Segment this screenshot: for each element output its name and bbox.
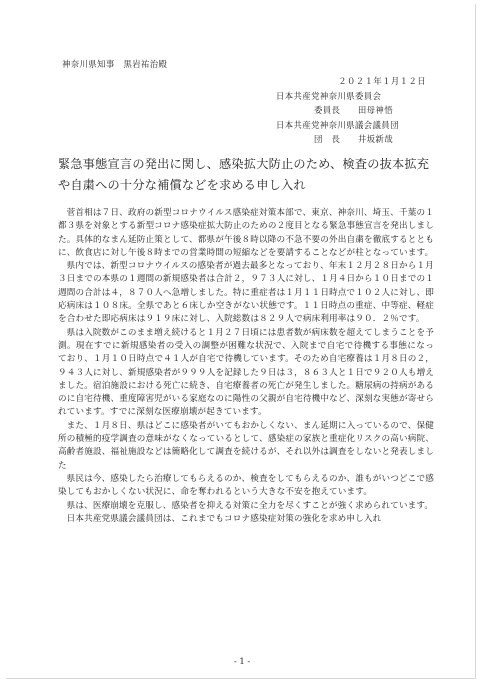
sender-organization: 日本共産党神奈川県委員会 xyxy=(276,90,382,101)
paragraph: 県は、医療崩壊を克服し、感染者を抑える対策に全力を尽くすことが強く求められています。 xyxy=(66,500,434,511)
document-body xyxy=(58,207,434,526)
sender-group: 日本共産党神奈川県議会議員団 xyxy=(276,119,399,130)
page-number: - 1 - xyxy=(233,656,251,666)
paragraph: 県民は今、感染したら治療してもらえるのか、検査をしてもらえるのか、誰もがいつどこで感染してもおかしくない状況に、命を奪われるという大きな不安を抱えています。 xyxy=(58,473,434,498)
paragraph: また、１月８日、県はどこに感染者がいてもおかしくない、まん延期に入っているので、保健所の積極的疫学調査の意味がなくなっているとして、感染症の家族と重症化リスクの高い病院、高齢者施設、福祉施設などは簡略化して調査を続けるが、それ以外は調査をしないと発表しました xyxy=(58,420,434,471)
date: ２０２１年１月１２日 xyxy=(338,76,426,86)
sender-leader: 団 長 井坂新哉 xyxy=(314,134,393,144)
paragraph: 県内では、新型コロナウイルスの感染者が過去最多となっており、年末１２月２８日から１月３日までの本県の１週間の新規感染者は合計２，９７３人に対し、１月４日から１０日までの１週間の合計は４，８７０人へ急増しました。特に重症者は１月１１日時点で１０２人に対し、即応病床は１０８床。全県であと６床しか空きがない状態です。１１日時点の重症、中等症、軽症を合わせた即応病床は９１９床に対し、入院総数は８２９人で病床利用率は９０．２％です。 xyxy=(58,261,434,325)
sender-block xyxy=(276,74,426,147)
addressee: 神奈川県知事 黒岩祐治殿 xyxy=(62,59,168,69)
paragraph: 菅首相は７日、政府の新型コロナウイルス感染症対策本部で、東京、神奈川、埼玉、千葉の１都３県を対象とする新型コロナ感染症拡大防止のための２度目となる緊急事態宣言を発出しました。具体的なまん延防止策として、都県が午後８時以降の不急不要の外出自粛を徹底するとともに、飲食店に対し午後８時までの営業時間の短縮などを要請することなどが柱となっています。 xyxy=(58,208,434,258)
document-title: 緊急事態宣言の発出に関し、感染拡大防止のため、検査の抜本拡充や自粛への十分な補償などを求める申し入れ xyxy=(58,157,430,192)
paragraph: 日本共産党県議会議員団は、これまでもコロナ感染症対策の強化を求め申し入れ xyxy=(66,513,382,524)
paragraph: 県は入院数がこのまま増え続けると１月２７日頃には患者数が病床数を超えてしまうことを予測。現在すでに新規感染者の受入の調整が困難な状況で、入院まで自宅で待機する事態になっており、１月１０日時点で４１人が自宅で待機しています。そのため自宅療養は１月８日の２，９４３人に対し、新規感染者が９９９人を記録した９日は３，８６３人と１日で９２０人も増えました。宿泊施設における死亡に続き、自宅療養者の死亡が発生しました。糖尿病の持病があるのに自宅待機、重度障害児がいる家庭なのに陽性の父親が自宅待機中など、深刻な実態が寄せられています。すでに深刻な医療崩壊が起きています。 xyxy=(58,327,434,418)
sender-chair: 委員長 田母神悟 xyxy=(314,105,393,115)
